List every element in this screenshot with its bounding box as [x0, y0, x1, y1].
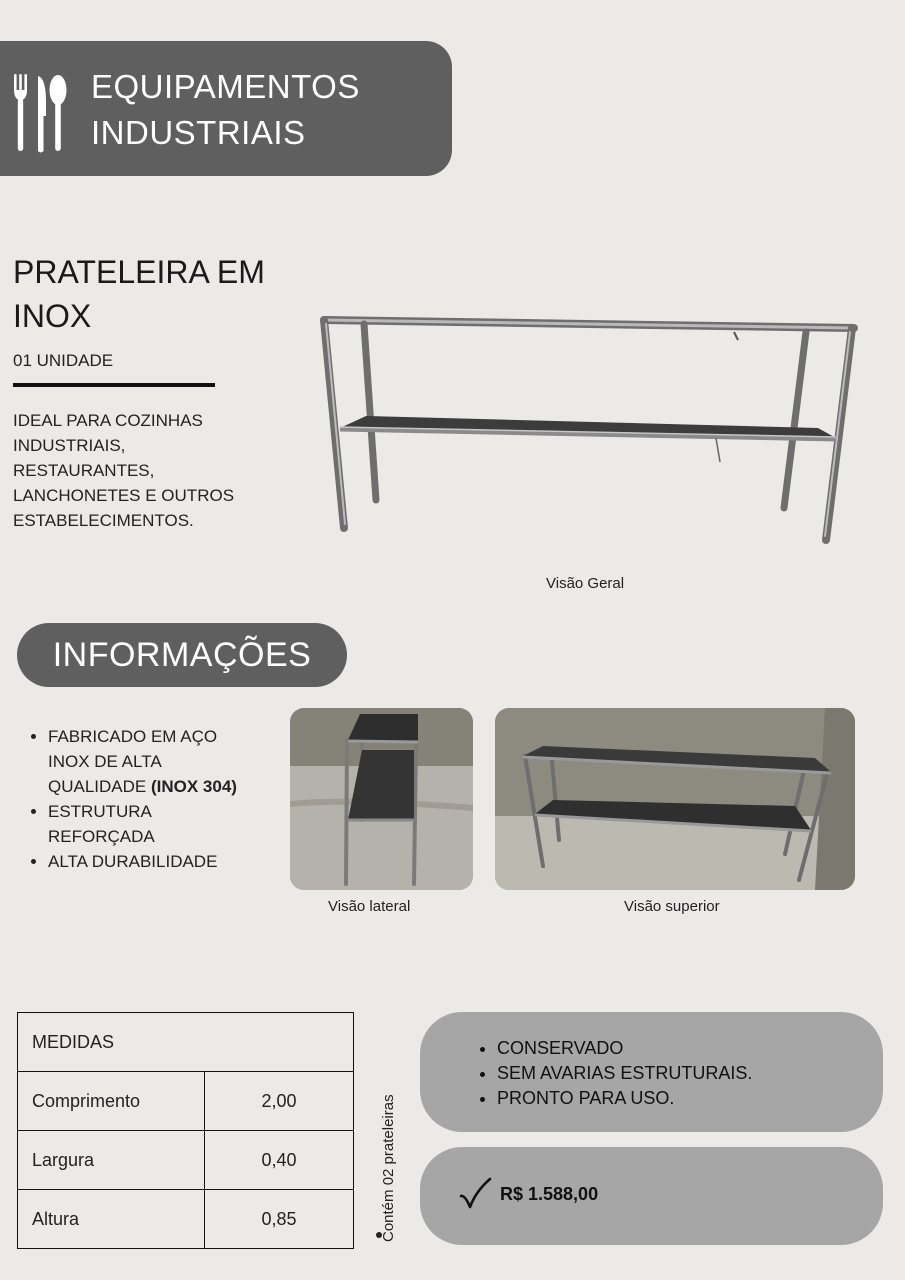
feature-text: REFORÇADA — [48, 827, 155, 846]
description-line: RESTAURANTES, — [13, 461, 155, 480]
condition-panel — [420, 1012, 883, 1132]
table-row — [18, 1190, 354, 1249]
side-view-image — [290, 708, 473, 890]
list-item — [48, 849, 284, 874]
caption-side-view: Visão lateral — [328, 898, 411, 915]
measure-label: Altura — [18, 1190, 205, 1249]
feature-text: INOX DE ALTA — [48, 752, 162, 771]
header-title-line2: INDUSTRIAIS — [91, 114, 306, 151]
list-item: • SEM AVARIAS ESTRUTURAIS. — [497, 1061, 883, 1086]
measure-value: 2,00 — [205, 1072, 354, 1131]
header-title-line1: EQUIPAMENTOS — [91, 68, 360, 105]
checkmark-icon — [458, 1177, 492, 1216]
measure-label: Comprimento — [18, 1072, 205, 1131]
description-line: IDEAL PARA COZINHAS — [13, 411, 203, 430]
feature-text: ESTRUTURA — [48, 802, 152, 821]
table-row — [18, 1013, 354, 1072]
feature-text: ALTA DURABILIDADE — [48, 852, 218, 871]
product-description — [13, 408, 273, 533]
features-list — [24, 724, 284, 874]
price-panel — [420, 1147, 883, 1245]
measure-value: 0,85 — [205, 1190, 354, 1249]
shelf-count-note — [356, 1062, 406, 1242]
table-row — [18, 1072, 354, 1131]
measures-header: MEDIDAS — [18, 1013, 354, 1072]
cutlery-icon — [12, 72, 70, 159]
product-title-line1: PRATELEIRA EM — [13, 254, 265, 290]
measure-label: Largura — [18, 1131, 205, 1190]
shelf-count-text: Contém 02 prateleiras — [380, 1094, 397, 1242]
price-value: R$ 1.588,00 — [500, 1184, 599, 1204]
list-item: • CONSERVADO — [497, 1036, 883, 1061]
product-title — [13, 250, 265, 338]
table-row — [18, 1131, 354, 1190]
list-item: • PRONTO PARA USO. — [497, 1086, 883, 1111]
measure-value: 0,40 — [205, 1131, 354, 1190]
main-product-image — [318, 310, 863, 555]
feature-text: FABRICADO EM AÇO — [48, 727, 218, 746]
info-heading: INFORMAÇÕES — [17, 623, 347, 687]
top-view-image — [495, 708, 855, 890]
list-item — [48, 724, 284, 799]
title-divider — [13, 383, 215, 387]
description-line: LANCHONETES E OUTROS — [13, 486, 235, 505]
product-quantity: 01 UNIDADE — [13, 351, 114, 370]
description-line: INDUSTRIAIS, — [13, 436, 126, 455]
header-title — [91, 64, 360, 156]
caption-general-view: Visão Geral — [546, 575, 625, 592]
measures-table — [17, 1012, 354, 1249]
list-item — [48, 799, 284, 849]
product-title-line2: INOX — [13, 298, 92, 334]
caption-top-view: Visão superior — [624, 898, 720, 915]
feature-text: QUALIDADE — [48, 777, 151, 796]
feature-highlight: (INOX 304) — [150, 777, 237, 796]
description-line: ESTABELECIMENTOS. — [13, 511, 194, 530]
